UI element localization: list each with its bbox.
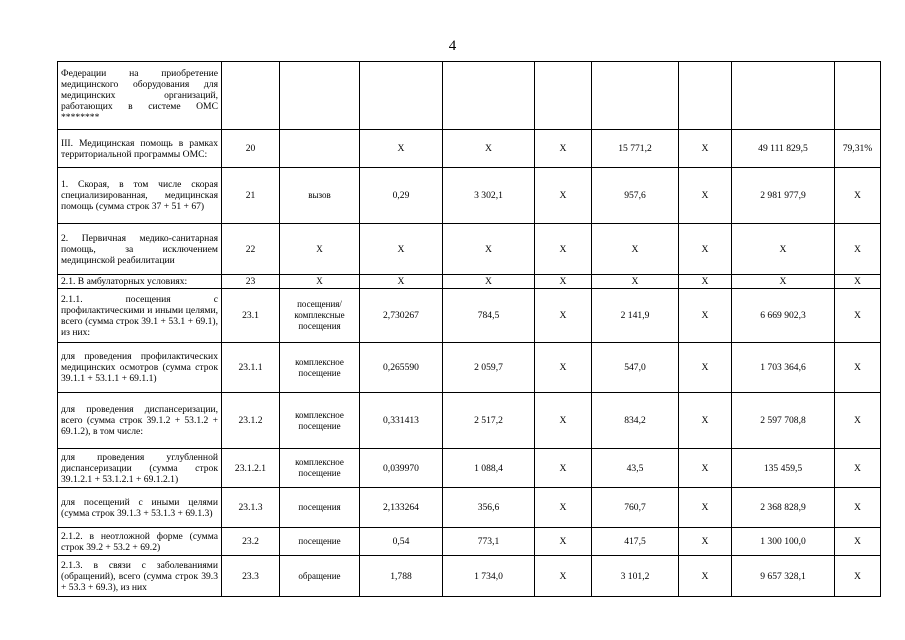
row-col-5: X bbox=[535, 343, 592, 393]
row-cost-per-unit: X bbox=[443, 275, 535, 289]
row-unit: X bbox=[280, 224, 360, 275]
row-share: X bbox=[835, 275, 881, 289]
row-col-7: X bbox=[679, 224, 732, 275]
row-volume: X bbox=[360, 224, 443, 275]
row-cost-per-unit: X bbox=[443, 130, 535, 168]
row-col-5: X bbox=[535, 168, 592, 224]
page-number: 4 bbox=[448, 38, 457, 54]
table-row bbox=[58, 488, 881, 528]
row-col-7: X bbox=[679, 343, 732, 393]
table-row bbox=[58, 224, 881, 275]
row-col-5 bbox=[535, 62, 592, 130]
row-volume bbox=[360, 62, 443, 130]
row-col-5: X bbox=[535, 393, 592, 449]
row-number: 23.1 bbox=[222, 289, 280, 343]
row-share: 79,31% bbox=[835, 130, 881, 168]
row-volume: 2,730267 bbox=[360, 289, 443, 343]
row-unit bbox=[280, 62, 360, 130]
row-per-capita: 43,5 bbox=[592, 449, 679, 488]
row-amount: 2 981 977,9 bbox=[732, 168, 835, 224]
row-number: 23 bbox=[222, 275, 280, 289]
row-number: 22 bbox=[222, 224, 280, 275]
row-col-5: X bbox=[535, 224, 592, 275]
table-row bbox=[58, 528, 881, 556]
row-amount: 135 459,5 bbox=[732, 449, 835, 488]
row-col-7: X bbox=[679, 556, 732, 597]
row-cost-per-unit: X bbox=[443, 224, 535, 275]
row-share: X bbox=[835, 449, 881, 488]
row-share: X bbox=[835, 224, 881, 275]
row-volume: 0,039970 bbox=[360, 449, 443, 488]
row-number: 23.1.2 bbox=[222, 393, 280, 449]
row-volume: 2,133264 bbox=[360, 488, 443, 528]
row-col-7: X bbox=[679, 488, 732, 528]
row-share: X bbox=[835, 168, 881, 224]
table-row bbox=[58, 130, 881, 168]
row-amount: 6 669 902,3 bbox=[732, 289, 835, 343]
row-unit: комплексное посещение bbox=[280, 343, 360, 393]
row-per-capita: 760,7 bbox=[592, 488, 679, 528]
row-col-7: X bbox=[679, 289, 732, 343]
row-col-7: X bbox=[679, 449, 732, 488]
row-unit: комплексное посещение bbox=[280, 449, 360, 488]
table-row bbox=[58, 343, 881, 393]
row-number: 21 bbox=[222, 168, 280, 224]
row-per-capita: X bbox=[592, 224, 679, 275]
row-per-capita: 2 141,9 bbox=[592, 289, 679, 343]
row-col-7 bbox=[679, 62, 732, 130]
row-description: 2. Первичная медико-санитарная помощь, за исключением медицинской реабилитации bbox=[58, 224, 222, 275]
row-share: X bbox=[835, 393, 881, 449]
row-number: 23.2 bbox=[222, 528, 280, 556]
row-description: для проведения углубленной диспансеризации (сумма строк 39.1.2.1 + 53.1.2.1 + 69.1.2.1) bbox=[58, 449, 222, 488]
row-volume: 0,265590 bbox=[360, 343, 443, 393]
row-cost-per-unit: 784,5 bbox=[443, 289, 535, 343]
row-amount bbox=[732, 62, 835, 130]
row-description: для проведения профилактических медицинских осмотров (сумма строк 39.1.1 + 53.1.1 + 69.1.1) bbox=[58, 343, 222, 393]
row-volume: X bbox=[360, 130, 443, 168]
row-amount: 2 368 828,9 bbox=[732, 488, 835, 528]
row-per-capita: 957,6 bbox=[592, 168, 679, 224]
row-col-5: X bbox=[535, 275, 592, 289]
row-col-5: X bbox=[535, 556, 592, 597]
row-cost-per-unit: 2 059,7 bbox=[443, 343, 535, 393]
row-amount: 1 703 364,6 bbox=[732, 343, 835, 393]
row-per-capita: 417,5 bbox=[592, 528, 679, 556]
row-amount: 1 300 100,0 bbox=[732, 528, 835, 556]
row-share: X bbox=[835, 488, 881, 528]
row-cost-per-unit: 3 302,1 bbox=[443, 168, 535, 224]
row-col-7: X bbox=[679, 130, 732, 168]
table-row bbox=[58, 449, 881, 488]
row-share bbox=[835, 62, 881, 130]
row-volume: 0,54 bbox=[360, 528, 443, 556]
row-per-capita: X bbox=[592, 275, 679, 289]
row-share: X bbox=[835, 289, 881, 343]
row-unit: обращение bbox=[280, 556, 360, 597]
row-description: для проведения диспансеризации, всего (сумма строк 39.1.2 + 53.1.2 + 69.1.2), в том числе: bbox=[58, 393, 222, 449]
table-row bbox=[58, 556, 881, 597]
row-per-capita bbox=[592, 62, 679, 130]
row-description: 2.1.3. в связи с заболеваниями (обращений), всего (сумма строк 39.3 + 53.3 + 69.3), из них bbox=[58, 556, 222, 597]
row-cost-per-unit bbox=[443, 62, 535, 130]
row-amount: 2 597 708,8 bbox=[732, 393, 835, 449]
row-col-7: X bbox=[679, 528, 732, 556]
row-cost-per-unit: 1 734,0 bbox=[443, 556, 535, 597]
row-unit: вызов bbox=[280, 168, 360, 224]
row-cost-per-unit: 2 517,2 bbox=[443, 393, 535, 449]
row-number bbox=[222, 62, 280, 130]
row-description: 1. Скорая, в том числе скорая специализированная, медицинская помощь (сумма строк 37 + 51 + 67) bbox=[58, 168, 222, 224]
row-number: 23.1.3 bbox=[222, 488, 280, 528]
row-cost-per-unit: 1 088,4 bbox=[443, 449, 535, 488]
row-per-capita: 547,0 bbox=[592, 343, 679, 393]
row-col-5: X bbox=[535, 528, 592, 556]
row-description: Федерации на приобретение медицинского оборудования для медицинских организаций, работающих в системе ОМС ******** bbox=[58, 62, 222, 130]
row-volume: X bbox=[360, 275, 443, 289]
row-cost-per-unit: 356,6 bbox=[443, 488, 535, 528]
row-unit bbox=[280, 130, 360, 168]
row-description: 2.1. В амбулаторных условиях: bbox=[58, 275, 222, 289]
table-row bbox=[58, 168, 881, 224]
row-description: 2.1.1. посещения с профилактическими и иными целями, всего (сумма строк 39.1 + 53.1 + 69.1), из них: bbox=[58, 289, 222, 343]
row-col-5: X bbox=[535, 488, 592, 528]
row-number: 20 bbox=[222, 130, 280, 168]
row-unit: посещения bbox=[280, 488, 360, 528]
row-col-7: X bbox=[679, 393, 732, 449]
row-volume: 0,331413 bbox=[360, 393, 443, 449]
row-col-5: X bbox=[535, 449, 592, 488]
row-unit: комплексное посещение bbox=[280, 393, 360, 449]
row-description: III. Медицинская помощь в рамках территориальной программы ОМС: bbox=[58, 130, 222, 168]
row-amount: 9 657 328,1 bbox=[732, 556, 835, 597]
row-share: X bbox=[835, 528, 881, 556]
row-amount: X bbox=[732, 275, 835, 289]
row-per-capita: 3 101,2 bbox=[592, 556, 679, 597]
row-unit: посещения/комплексные посещения bbox=[280, 289, 360, 343]
row-col-5: X bbox=[535, 130, 592, 168]
row-per-capita: 834,2 bbox=[592, 393, 679, 449]
row-col-7: X bbox=[679, 168, 732, 224]
row-number: 23.3 bbox=[222, 556, 280, 597]
row-volume: 1,788 bbox=[360, 556, 443, 597]
row-volume: 0,29 bbox=[360, 168, 443, 224]
row-description: для посещений с иными целями (сумма строк 39.1.3 + 53.1.3 + 69.1.3) bbox=[58, 488, 222, 528]
row-number: 23.1.2.1 bbox=[222, 449, 280, 488]
row-number: 23.1.1 bbox=[222, 343, 280, 393]
table-row bbox=[58, 289, 881, 343]
row-unit: X bbox=[280, 275, 360, 289]
row-share: X bbox=[835, 343, 881, 393]
row-per-capita: 15 771,2 bbox=[592, 130, 679, 168]
row-amount: 49 111 829,5 bbox=[732, 130, 835, 168]
program-table bbox=[57, 61, 881, 597]
table-row bbox=[58, 275, 881, 289]
row-unit: посещение bbox=[280, 528, 360, 556]
table-row bbox=[58, 62, 881, 130]
row-share: X bbox=[835, 556, 881, 597]
table-row bbox=[58, 393, 881, 449]
row-amount: X bbox=[732, 224, 835, 275]
row-col-5: X bbox=[535, 289, 592, 343]
row-description: 2.1.2. в неотложной форме (сумма строк 39.2 + 53.2 + 69.2) bbox=[58, 528, 222, 556]
row-col-7: X bbox=[679, 275, 732, 289]
row-cost-per-unit: 773,1 bbox=[443, 528, 535, 556]
